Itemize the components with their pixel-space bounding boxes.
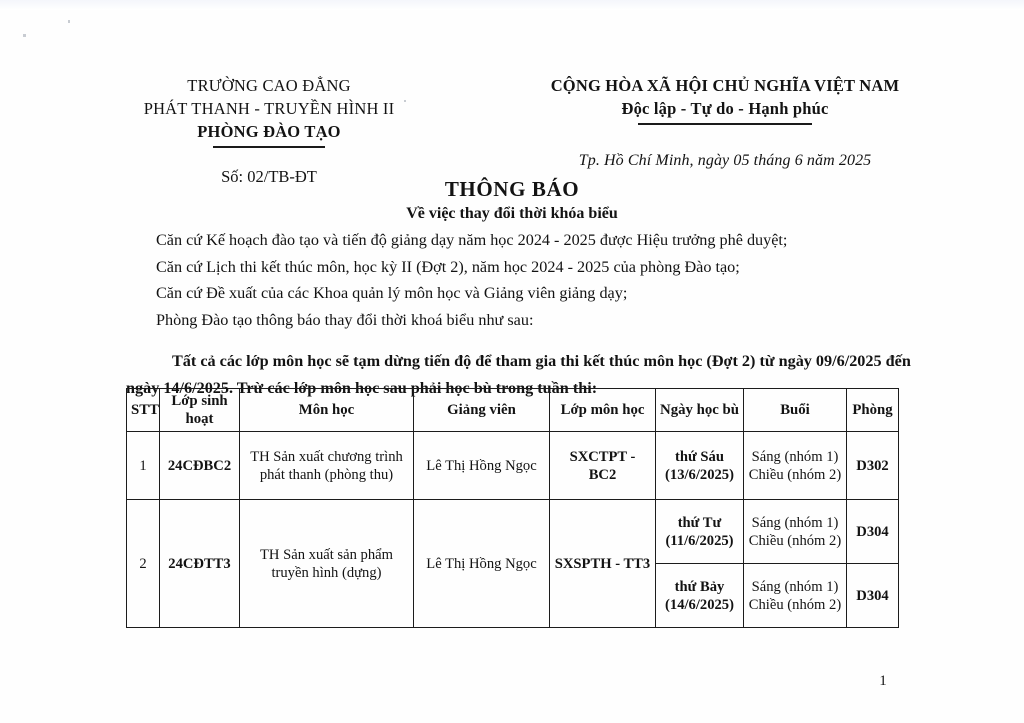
column-header-class: Lớp sinh hoạt xyxy=(160,389,240,432)
scan-speck xyxy=(68,20,70,23)
session-line-1: Sáng (nhóm 1) xyxy=(751,578,839,595)
column-header-room: Phòng xyxy=(847,389,899,432)
column-header-course: Lớp môn học xyxy=(550,389,656,432)
schedule-table-body xyxy=(127,432,899,628)
scan-speck xyxy=(23,34,26,37)
cell-course: SXSPTH - TT3 xyxy=(550,500,656,628)
table-row xyxy=(127,500,899,564)
table-header-row xyxy=(127,389,899,432)
document-body xyxy=(126,227,916,402)
basis-paragraph-3: Căn cứ Đề xuất của các Khoa quản lý môn học và Giảng viên giảng dạy; xyxy=(156,284,628,302)
cell-room: D302 xyxy=(847,432,899,500)
cell-course: SXCTPT - BC2 xyxy=(550,432,656,500)
cell-room: D304 xyxy=(847,564,899,628)
column-header-teacher: Giảng viên xyxy=(414,389,550,432)
cell-class: 24CĐBC2 xyxy=(160,432,240,500)
cell-subject: TH Sản xuất chương trình phát thanh (phòng thu) xyxy=(240,432,414,500)
table-row xyxy=(127,432,899,500)
cell-makeup-day: thứ Sáu (13/6/2025) xyxy=(656,432,744,500)
cell-teacher: Lê Thị Hồng Ngọc xyxy=(414,432,550,500)
session-line-2: Chiều (nhóm 2) xyxy=(748,466,842,483)
scan-tint xyxy=(0,0,1024,10)
national-motto: Độc lập - Tự do - Hạnh phúc xyxy=(621,99,829,118)
national-heading xyxy=(540,74,910,170)
issuing-organization xyxy=(104,74,434,187)
divider-rule-left xyxy=(213,146,325,148)
column-header-makeup-day: Ngày học bù xyxy=(656,389,744,432)
session-line-1: Sáng (nhóm 1) xyxy=(751,448,839,465)
session-line-2: Chiều (nhóm 2) xyxy=(748,532,842,549)
lead-paragraph: Tất cả các lớp môn học sẽ tạm dừng tiến độ để tham gia thi kết thúc môn học (Đợt 2) từ ngày 09/6/2025 đến ngày 14/6/2025. Trừ các lớp môn học sau phải học bù trong tuần thi: xyxy=(126,352,911,397)
cell-session xyxy=(744,500,847,564)
session-line-2: Chiều (nhóm 2) xyxy=(748,596,842,613)
column-header-stt: STT xyxy=(127,389,160,432)
basis-paragraph-1: Căn cứ Kế hoạch đào tạo và tiến độ giảng dạy năm học 2024 - 2025 được Hiệu trưởng phê duyệt; xyxy=(156,231,788,249)
national-title: CỘNG HÒA XÃ HỘI CHỦ NGHĨA VIỆT NAM xyxy=(550,76,900,95)
schedule-table xyxy=(126,388,899,628)
cell-stt: 1 xyxy=(127,432,160,500)
organization-line-1: TRƯỜNG CAO ĐẲNG xyxy=(187,76,351,95)
cell-subject: TH Sản xuất sản phẩm truyền hình (dựng) xyxy=(240,500,414,628)
organization-department: PHÒNG ĐÀO TẠO xyxy=(197,122,341,141)
title-block xyxy=(0,176,1024,225)
divider-rule-right xyxy=(638,123,812,125)
column-header-subject: Môn học xyxy=(240,389,414,432)
cell-session xyxy=(744,564,847,628)
document-number: Số: 02/TB-ĐT xyxy=(221,166,317,186)
column-header-session: Buổi xyxy=(744,389,847,432)
cell-session xyxy=(744,432,847,500)
basis-paragraph-4: Phòng Đào tạo thông báo thay đổi thời khoá biểu như sau: xyxy=(156,310,534,329)
cell-room: D304 xyxy=(847,500,899,564)
page-number: 1 xyxy=(879,673,887,689)
page-subtitle: Về việc thay đổi thời khóa biểu xyxy=(406,205,618,222)
cell-makeup-day: thứ Tư (11/6/2025) xyxy=(656,500,744,564)
session-line-1: Sáng (nhóm 1) xyxy=(751,514,839,531)
organization-line-2: PHÁT THANH - TRUYỀN HÌNH II xyxy=(143,99,395,118)
basis-paragraph-2: Căn cứ Lịch thi kết thúc môn, học kỳ II (Đợt 2), năm học 2024 - 2025 của phòng Đào tạo; xyxy=(156,257,740,276)
cell-stt: 2 xyxy=(127,500,160,628)
place-and-date: Tp. Hồ Chí Minh, ngày 05 tháng 6 năm 2025 xyxy=(578,151,872,169)
cell-makeup-day: thứ Bảy (14/6/2025) xyxy=(656,564,744,628)
cell-class: 24CĐTT3 xyxy=(160,500,240,628)
cell-teacher: Lê Thị Hồng Ngọc xyxy=(414,500,550,628)
page-title: THÔNG BÁO xyxy=(444,177,580,201)
